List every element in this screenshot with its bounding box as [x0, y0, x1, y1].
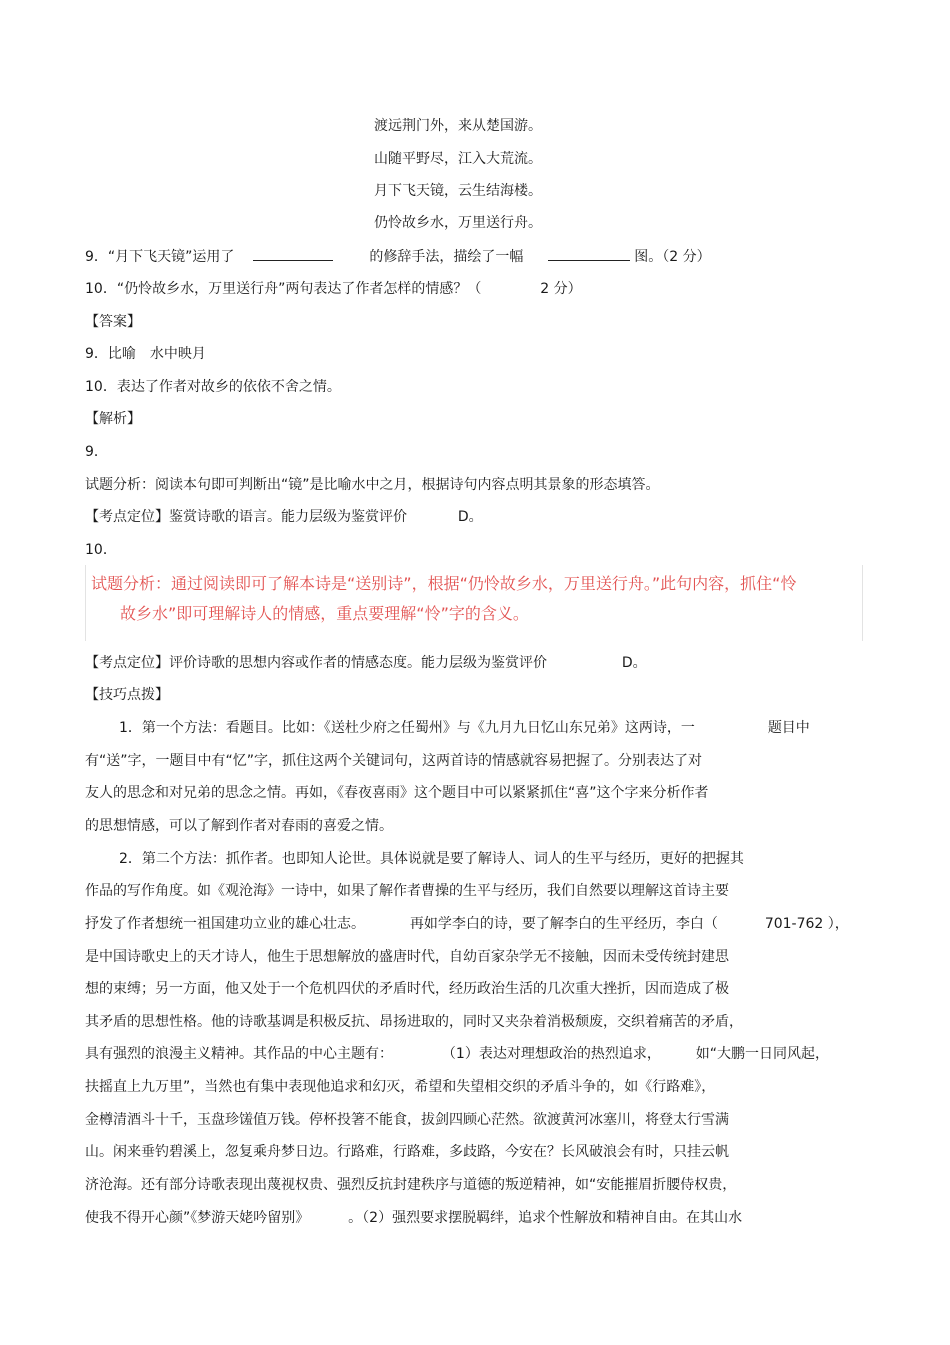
tips-heading: 【技巧点拨】 [85, 687, 169, 703]
tips-p2-line-12-b: 。（2）强烈要求摆脱羁绊，追求个性解放和精神自由。在其山水 [348, 1210, 743, 1226]
kaodian-2-text: 【考点定位】评价诗歌的思想内容或作者的情感态度。能力层级为鉴赏评价 [85, 655, 547, 671]
tips-p1-line-1 [119, 718, 810, 738]
question-9-part-c: 图。（2 分） [634, 249, 711, 265]
kaodian-1 [85, 507, 483, 527]
analysis-heading: 【解析】 [85, 411, 141, 427]
tips-p2-line-12-a: 使我不得开心颜”《梦游天姥吟留别》 [85, 1210, 310, 1226]
tips-p2-line-7-a: 具有强烈的浪漫主义精神。其作品的中心主题有： [85, 1046, 393, 1062]
question-10-part-b: 2 分） [540, 281, 582, 297]
question-9-part-a: 9．“月下飞天镜”运用了 [85, 249, 235, 265]
tips-p2-line-3-b: 再如学李白的诗，要了解李白的生平经历，李白（ [409, 916, 718, 932]
tips-p2-line-12 [85, 1208, 742, 1228]
tips-p2-line-11: 济沧海。还有部分诗歌表现出蔑视权贵、强烈反抗封建秩序与道德的叛逆精神，如“安能摧眉折腰侍权贵， [85, 1177, 737, 1193]
answer-blank-2 [548, 246, 630, 261]
tips-p2-line-2: 作品的写作角度。如《观沧海》一诗中，如果了解作者曹操的生平与经历，我们自然要以理解这首诗主要 [85, 883, 729, 899]
tips-p1-line-1-a: 1．第一个方法：看题目。比如：《送杜少府之任蜀州》与《九月九日忆山东兄弟》这两诗，一 [119, 720, 695, 736]
question-10-part-a: 10．“仍怜故乡水，万里送行舟”两句表达了作者怎样的情感？（ [85, 281, 482, 297]
tips-p2-line-9: 金樽清酒斗十千，玉盘珍馐值万钱。停杯投箸不能食，拔剑四顾心茫然。欲渡黄河冰塞川，将登太行雪满 [85, 1112, 729, 1128]
tips-p1-line-3: 友人的思念和对兄弟的思念之情。再如，《春夜喜雨》这个题目中可以紧紧抓住“喜”这个字来分析作者 [85, 785, 709, 801]
poem-line-4: 仍怜故乡水，万里送行舟。 [374, 215, 542, 231]
poem-line-1: 渡远荆门外，来从楚国游。 [374, 118, 542, 134]
tips-p2-line-8: 扶摇直上九万里”，当然也有集中表现他追求和幻灭，希望和失望相交织的矛盾斗争的，如《行路难》， [85, 1079, 716, 1095]
tips-p1-line-1-b: 题目中 [767, 720, 810, 736]
tips-p2-line-7-c: 如“大鹏一日同风起， [695, 1046, 829, 1062]
tips-p2-line-5: 想的束缚；另一方面，他又处于一个危机四伏的矛盾时代，经历政治生活的几次重大挫折，因而造成了极 [85, 981, 729, 997]
question-9 [85, 246, 711, 267]
analysis-10-number: 10． [85, 542, 117, 558]
answer-blank-1 [253, 246, 333, 261]
analysis-9-text: 试题分析：阅读本句即可判断出“镜”是比喻水中之月，根据诗句内容点明其景象的形态填答。 [85, 477, 660, 493]
kaodian-1-text: 【考点定位】鉴赏诗歌的语言。能力层级为鉴赏评价 [85, 509, 407, 525]
analysis-10-line-2: 故乡水”即可理解诗人的情感，重点要理解“怜”字的含义。 [120, 604, 529, 623]
tips-p2-line-10: 山。闲来垂钓碧溪上，忽复乘舟梦日边。行路难，行路难，多歧路，今安在？长风破浪会有时，只挂云帆 [85, 1144, 729, 1160]
question-10 [85, 279, 582, 299]
question-9-part-b: 的修辞手法，描绘了一幅 [369, 249, 524, 265]
analysis-10-line-1: 试题分析：通过阅读即可了解本诗是“送别诗”，根据“仍怜故乡水，万里送行舟。”此句内容，抓住“怜 [91, 574, 797, 593]
tips-p2-line-3-a: 抒发了作者想统一祖国建功立业的雄心壮志。 [85, 916, 365, 932]
tips-p2-line-3 [85, 914, 849, 934]
tips-p2-line-1: 2．第二个方法：抓作者。也即知人论世。具体说就是要了解诗人、词人的生平与经历，更好的把握其 [119, 851, 744, 867]
tips-p1-line-4: 的思想情感，可以了解到作者对春雨的喜爱之情。 [85, 818, 393, 834]
tips-p2-line-7-b: （1）表达对理想政治的热烈追求， [441, 1046, 661, 1062]
poem-line-3: 月下飞天镜，云生结海楼。 [374, 183, 542, 199]
kaodian-2-level: D。 [621, 655, 647, 671]
kaodian-2 [85, 653, 647, 673]
tips-p2-line-4: 是中国诗歌史上的天才诗人，他生于思想解放的盛唐时代，自幼百家杂学无不接触，因而未受传统封建思 [85, 949, 729, 965]
kaodian-1-level: D。 [457, 509, 483, 525]
poem-line-2: 山随平野尽，江入大荒流。 [374, 151, 542, 167]
analysis-9-number: 9． [85, 444, 108, 460]
tips-p1-line-2: 有“送”字，一题目中有“忆”字，抓住这两个关键词句，这两首诗的情感就容易把握了。分别表达了对 [85, 753, 703, 769]
tips-p2-line-7 [85, 1044, 829, 1064]
tips-p2-line-6: 其矛盾的思想性格。他的诗歌基调是积极反抗、昂扬进取的，同时又夹杂着消极颓废，交织着痛苦的矛盾， [85, 1014, 743, 1030]
answer-heading: 【答案】 [85, 314, 141, 330]
analysis-10-box [85, 565, 863, 641]
answer-9: 9．比喻 水中映月 [85, 346, 206, 362]
answer-10: 10．表达了作者对故乡的依依不舍之情。 [85, 379, 341, 395]
tips-p2-line-3-c: 701-762 ）， [764, 916, 849, 932]
